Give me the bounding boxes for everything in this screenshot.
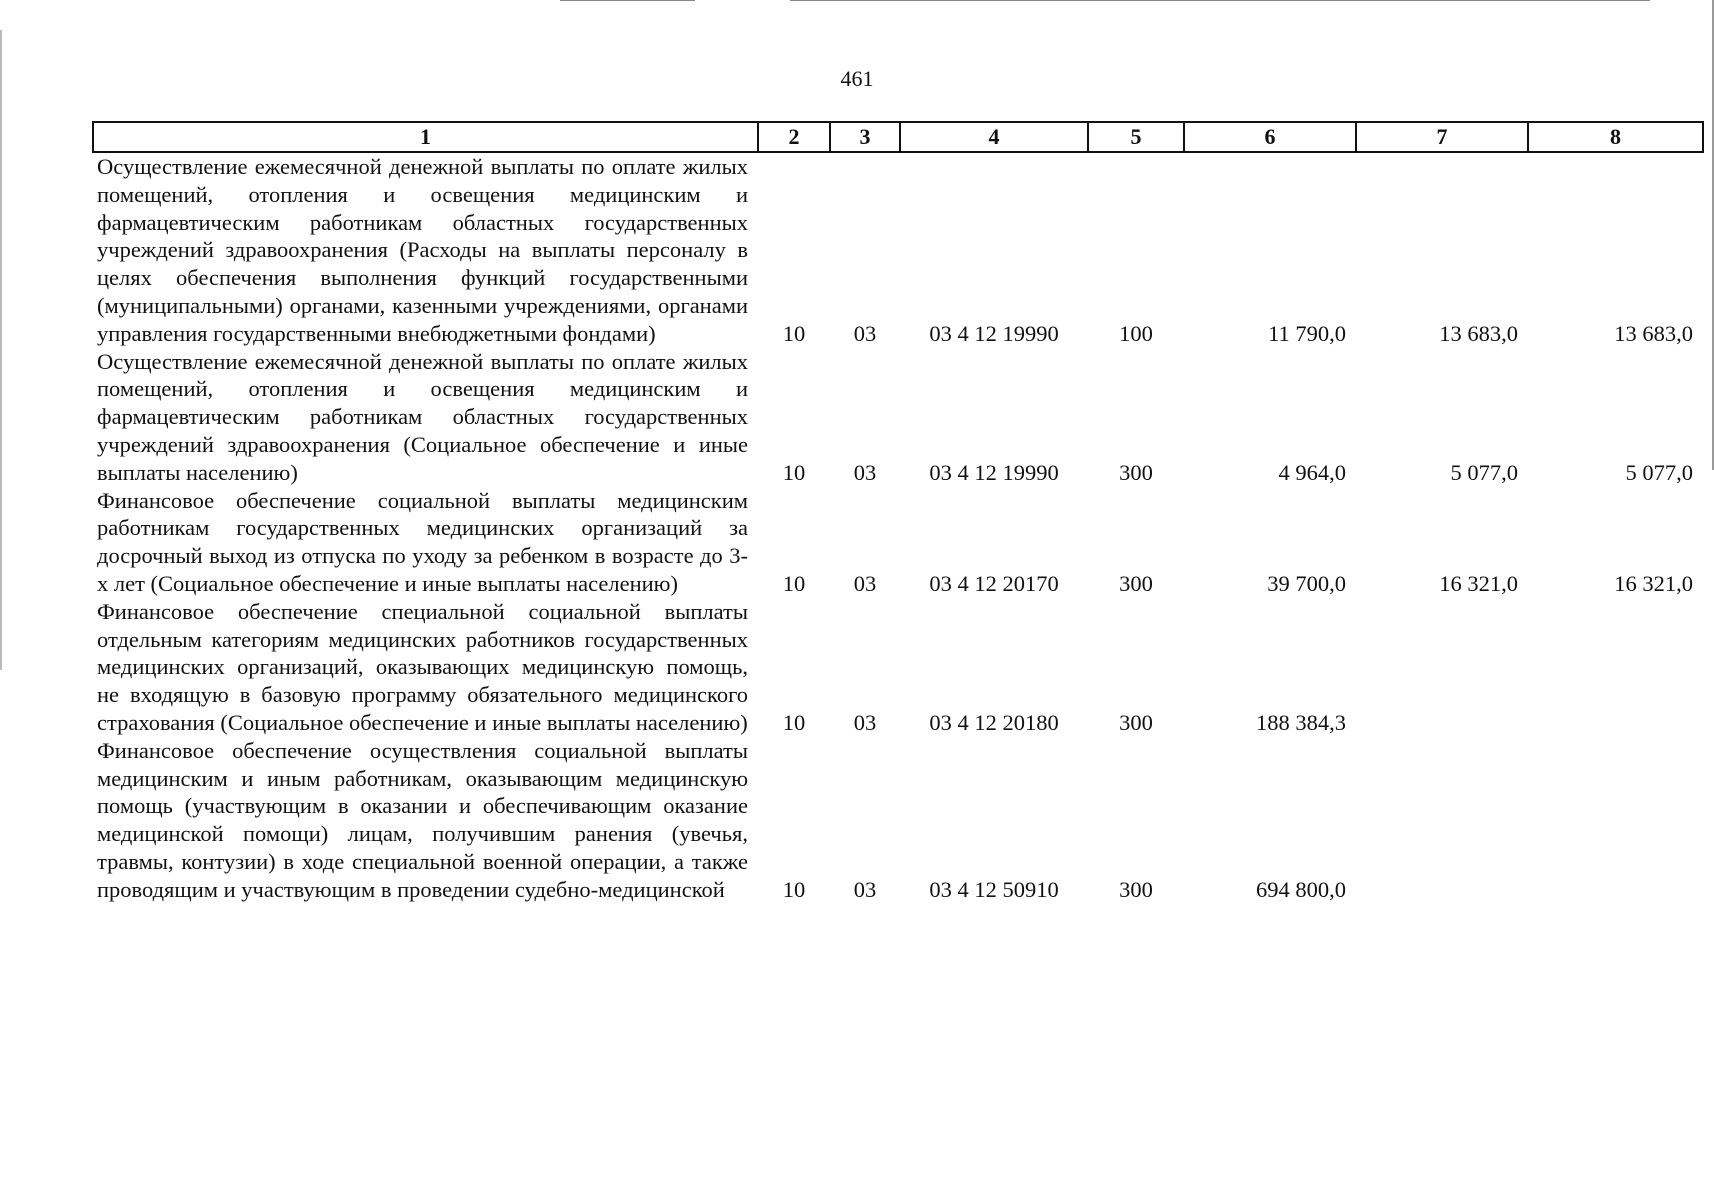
row-section: 10	[782, 570, 806, 596]
row-target-article: 03 4 12 19990	[929, 320, 1059, 346]
row-amount-col8: 16 321,0	[1614, 570, 1693, 596]
header-col-4: 4	[900, 122, 1088, 152]
row-target-article: 03 4 12 50910	[929, 876, 1059, 902]
row-amount-col6: 4 964,0	[1278, 459, 1346, 485]
scan-top-line-left	[560, 0, 695, 1]
row-amount-col7: 13 683,0	[1439, 320, 1518, 346]
row-subsection: 03	[853, 459, 877, 485]
row-amount-col8: 5 077,0	[1625, 459, 1693, 485]
row-subsection: 03	[853, 320, 877, 346]
row-description: Осуществление ежемесячной денежной выплаты по оплате жилых помещений, отопления и освещения медицинским и фармацевтическим работникам областных государственных учреждений здравоохранения (Социальное обеспечение и иные выплаты населению)	[97, 348, 748, 485]
table-row	[93, 737, 1703, 904]
table-row	[93, 598, 1703, 737]
page-number: 461	[840, 66, 874, 91]
table-row	[93, 152, 1703, 348]
header-col-6: 6	[1184, 122, 1356, 152]
row-description: Финансовое обеспечение осуществления социальной выплаты медицинским и иным работникам, оказывающим медицинскую помощь (участвующим в оказании и обеспечивающим оказание медицинской помощи) лицам, получившим ранения (увечья, травмы, контузии) в ходе специальной военной операции, а также проводящим и участвующим в проведении судебно-медицинской	[97, 737, 748, 902]
row-expense-type: 300	[1119, 459, 1153, 485]
row-amount-col8: 13 683,0	[1614, 320, 1693, 346]
row-subsection: 03	[853, 570, 877, 596]
header-col-8: 8	[1528, 122, 1703, 152]
budget-table	[92, 121, 1704, 904]
scan-edge-left	[0, 30, 2, 670]
header-col-3: 3	[830, 122, 900, 152]
scan-top-line-right	[790, 0, 1650, 1]
row-description: Финансовое обеспечение социальной выплаты медицинским работникам государственных медицинских организаций за досрочный выход из отпуска по уходу за ребенком в возрасте до 3-х лет (Социальное обеспечение и иные выплаты населению)	[97, 487, 748, 596]
row-amount-col7	[1356, 598, 1528, 737]
row-amount-col7: 16 321,0	[1439, 570, 1518, 596]
row-amount-col6: 694 800,0	[1256, 876, 1346, 902]
row-section: 10	[782, 709, 806, 735]
row-expense-type: 300	[1119, 709, 1153, 735]
row-amount-col6: 39 700,0	[1267, 570, 1346, 596]
table-row	[93, 348, 1703, 487]
row-expense-type: 100	[1119, 320, 1153, 346]
row-target-article: 03 4 12 20180	[929, 709, 1059, 735]
header-col-7: 7	[1356, 122, 1528, 152]
row-expense-type: 300	[1119, 876, 1153, 902]
row-section: 10	[782, 459, 806, 485]
row-section: 10	[782, 876, 806, 902]
row-subsection: 03	[853, 876, 877, 902]
row-amount-col8	[1528, 737, 1703, 904]
row-description: Осуществление ежемесячной денежной выплаты по оплате жилых помещений, отопления и освещения медицинским и фармацевтическим работникам областных государственных учреждений здравоохранения (Расходы на выплаты персоналу в целях обеспечения выполнения функций государственными (муниципальными) органами, казенными учреждениями, органами управления государственными внебюджетными фондами)	[97, 154, 748, 346]
header-col-2: 2	[758, 122, 830, 152]
row-amount-col6: 11 790,0	[1268, 320, 1346, 346]
row-target-article: 03 4 12 20170	[929, 570, 1059, 596]
row-description: Финансовое обеспечение специальной социальной выплаты отдельным категориям медицинских работников государственных медицинских организаций, оказывающих медицинскую помощь, не входящую в базовую программу обязательного медицинского страхования (Социальное обеспечение и иные выплаты населению)	[97, 598, 748, 735]
header-col-1: 1	[93, 122, 758, 152]
row-section: 10	[782, 320, 806, 346]
row-amount-col8	[1528, 598, 1703, 737]
row-amount-col7: 5 077,0	[1450, 459, 1518, 485]
header-col-5: 5	[1088, 122, 1184, 152]
row-amount-col6: 188 384,3	[1256, 709, 1346, 735]
table-row	[93, 487, 1703, 598]
row-expense-type: 300	[1119, 570, 1153, 596]
table-header-row	[93, 122, 1703, 152]
row-amount-col7	[1356, 737, 1528, 904]
row-target-article: 03 4 12 19990	[929, 459, 1059, 485]
row-subsection: 03	[853, 709, 877, 735]
